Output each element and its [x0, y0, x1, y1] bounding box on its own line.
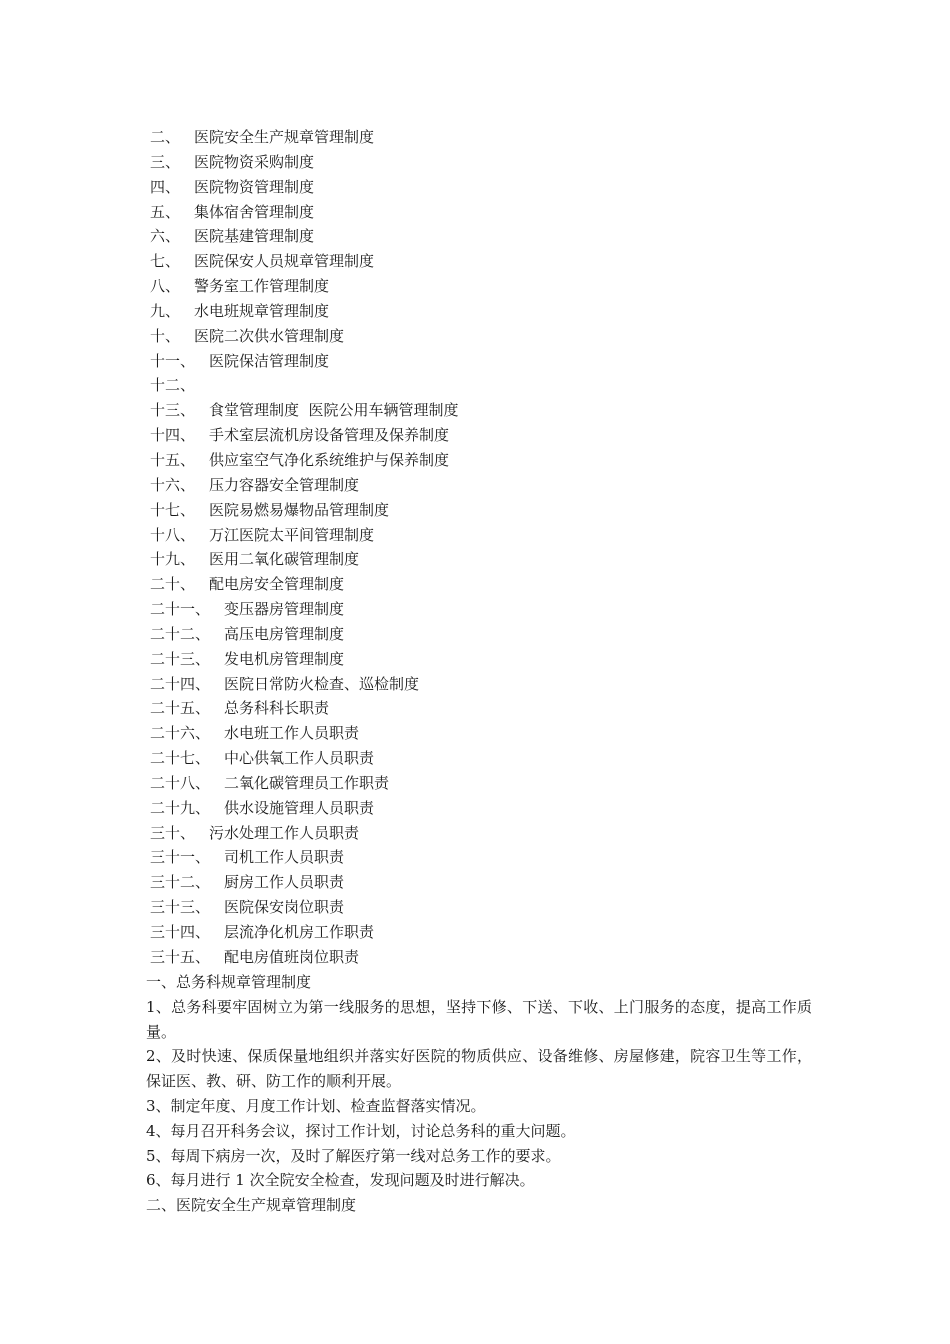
- toc-title: 供应室空气净化系统维护与保养制度: [209, 450, 450, 469]
- toc-item: [150, 150, 810, 175]
- toc-number: 十三、: [150, 401, 196, 420]
- toc-item: [150, 672, 810, 697]
- toc-number: 九、: [150, 301, 181, 320]
- toc-title: 警务室工作管理制度: [194, 277, 330, 296]
- toc-number: 三十二、: [150, 873, 211, 892]
- toc-number: 十七、: [150, 500, 196, 519]
- toc-title: 医院二次供水管理制度: [194, 326, 345, 345]
- toc-item: [150, 895, 810, 920]
- paragraph: 3、制定年度、月度工作计划、检查监督落实情况。: [146, 1096, 486, 1115]
- toc-item: [150, 572, 810, 597]
- toc-title: 医院保洁管理制度: [209, 351, 330, 370]
- toc-item: [150, 473, 810, 498]
- toc-title: 配电房值班岗位职责: [224, 947, 360, 966]
- toc-number: 二十九、: [150, 798, 211, 817]
- paragraph: 6、每月进行 1 次全院安全检查，发现问题及时进行解决。: [146, 1171, 535, 1190]
- toc-item: [150, 448, 810, 473]
- toc-title: 食堂管理制度 医院公用车辆管理制度: [209, 401, 459, 420]
- toc-number: 十六、: [150, 475, 196, 494]
- toc-number: 十八、: [150, 525, 196, 544]
- toc-item: [150, 696, 810, 721]
- toc-number: 十九、: [150, 550, 196, 569]
- toc-item: [150, 821, 810, 846]
- toc-title: 医用二氧化碳管理制度: [209, 550, 360, 569]
- toc-item: [150, 597, 810, 622]
- toc-title: 变压器房管理制度: [224, 600, 345, 619]
- toc-title: 高压电房管理制度: [224, 624, 345, 643]
- toc-item: [150, 324, 810, 349]
- toc-item: [150, 845, 810, 870]
- toc-number: 二十一、: [150, 600, 211, 619]
- toc-title: 医院物资管理制度: [194, 177, 315, 196]
- toc-number: 三十四、: [150, 923, 211, 941]
- toc-number: 二十二、: [150, 624, 211, 643]
- toc-title: 二氧化碳管理员工作职责: [224, 773, 390, 792]
- toc-title: 层流净化机房工作职责: [224, 923, 375, 941]
- toc-number: 十一、: [150, 351, 196, 370]
- paragraph: 4、每月召开科务会议，探讨工作计划，讨论总务科的重大问题。: [146, 1121, 576, 1140]
- toc-item: [150, 945, 810, 970]
- toc-number: 七、: [150, 252, 181, 271]
- toc-number: 二十、: [150, 575, 196, 594]
- toc-number: 三十一、: [150, 848, 211, 867]
- toc-item: [150, 547, 810, 572]
- toc-item: [150, 423, 810, 448]
- toc-item: [150, 299, 810, 324]
- toc-item: [150, 373, 810, 398]
- toc-number: 十二、: [150, 376, 196, 395]
- toc-number: 三、: [150, 152, 181, 171]
- toc-number: 十四、: [150, 426, 196, 445]
- table-of-contents: [150, 125, 810, 970]
- toc-title: 压力容器安全管理制度: [209, 475, 360, 494]
- toc-item: [150, 224, 810, 249]
- toc-item: [150, 274, 810, 299]
- document-body: [146, 970, 812, 1218]
- toc-title: 中心供氧工作人员职责: [224, 749, 375, 768]
- toc-title: 水电班工作人员职责: [224, 724, 360, 743]
- toc-item: [150, 622, 810, 647]
- toc-title: 医院易燃易爆物品管理制度: [209, 500, 390, 519]
- section-heading: 二、医院安全生产规章管理制度: [146, 1196, 357, 1215]
- toc-title: 司机工作人员职责: [224, 848, 345, 867]
- toc-title: 发电机房管理制度: [224, 649, 345, 668]
- toc-number: 三十、: [150, 823, 196, 842]
- toc-title: 医院日常防火检查、巡检制度: [224, 674, 420, 693]
- toc-title: 厨房工作人员职责: [224, 873, 345, 892]
- toc-item: [150, 920, 810, 945]
- toc-number: 十五、: [150, 450, 196, 469]
- toc-title: 医院物资采购制度: [194, 152, 315, 171]
- toc-item: [150, 746, 810, 771]
- toc-number: 二十五、: [150, 699, 211, 718]
- toc-title: 医院保安岗位职责: [224, 898, 345, 917]
- paragraph: 1、总务科要牢固树立为第一线服务的思想，坚持下修、下送、下收、上门服务的态度，提高工作质量。: [146, 997, 812, 1041]
- toc-item: [150, 523, 810, 548]
- toc-number: 三十五、: [150, 947, 211, 966]
- toc-number: 四、: [150, 177, 181, 196]
- toc-title: 医院基建管理制度: [194, 227, 315, 246]
- toc-item: [150, 200, 810, 225]
- toc-title: 万江医院太平间管理制度: [209, 525, 375, 544]
- toc-item: [150, 349, 810, 374]
- toc-item: [150, 647, 810, 672]
- toc-title: 污水处理工作人员职责: [209, 823, 360, 842]
- toc-item: [150, 249, 810, 274]
- toc-title: 水电班规章管理制度: [194, 301, 330, 320]
- toc-number: 五、: [150, 202, 181, 221]
- toc-number: 六、: [150, 227, 181, 246]
- toc-item: [150, 721, 810, 746]
- toc-number: 二十六、: [150, 724, 211, 743]
- toc-item: [150, 771, 810, 796]
- toc-number: 二十三、: [150, 649, 211, 668]
- toc-number: 二十七、: [150, 749, 211, 768]
- toc-number: 八、: [150, 277, 181, 296]
- toc-title: 医院保安人员规章管理制度: [194, 252, 375, 271]
- toc-item: [150, 398, 810, 423]
- toc-number: 三十三、: [150, 898, 211, 917]
- paragraph: 2、及时快速、保质保量地组织并落实好医院的物质供应、设备维修、房屋修建，院容卫生等工作，保证医、教、研、防工作的顺利开展。: [146, 1047, 812, 1091]
- toc-title: 总务科科长职责: [224, 699, 330, 718]
- toc-item: [150, 175, 810, 200]
- toc-title: 集体宿舍管理制度: [194, 202, 315, 221]
- toc-title: 配电房安全管理制度: [209, 575, 345, 594]
- toc-item: [150, 498, 810, 523]
- section-heading: 一、总务科规章管理制度: [146, 973, 312, 991]
- toc-item: [150, 796, 810, 821]
- toc-number: 十、: [150, 326, 181, 345]
- toc-item: [150, 870, 810, 895]
- toc-number: 二、: [150, 128, 181, 146]
- toc-number: 二十八、: [150, 773, 211, 792]
- toc-title: 手术室层流机房设备管理及保养制度: [209, 426, 450, 445]
- paragraph: 5、每周下病房一次，及时了解医疗第一线对总务工作的要求。: [146, 1146, 561, 1165]
- toc-title: 医院安全生产规章管理制度: [194, 128, 375, 146]
- toc-number: 二十四、: [150, 674, 211, 693]
- toc-item: [150, 125, 810, 150]
- toc-title: 供水设施管理人员职责: [224, 798, 375, 817]
